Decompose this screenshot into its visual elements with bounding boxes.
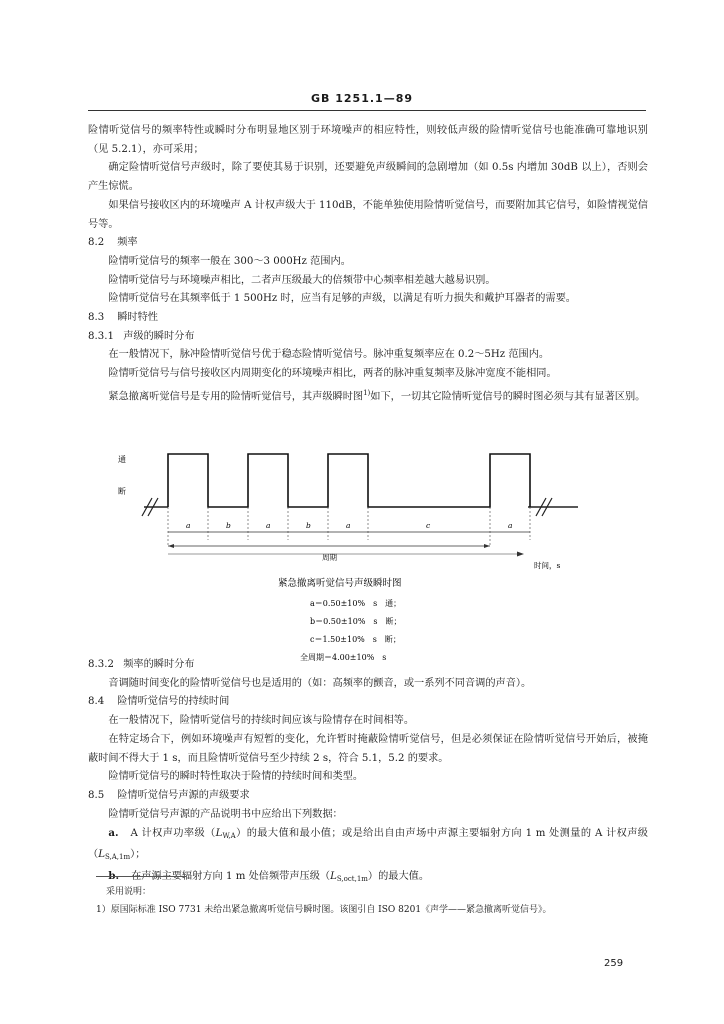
page-header: GB 1251.1—89 xyxy=(311,92,413,105)
segment-label: b xyxy=(306,521,311,530)
item-label: a. xyxy=(108,827,119,840)
segment-label: a xyxy=(186,521,191,530)
paragraph: 险情听觉信号声源的产品说明书中应给出下列数据： xyxy=(108,808,343,820)
list-item-b xyxy=(88,867,648,889)
text-run: A 计权声功率级（ xyxy=(130,828,216,840)
section-heading-8-3-1 xyxy=(88,328,648,347)
off-label: 断 xyxy=(118,487,126,496)
section-heading-8-2 xyxy=(88,234,648,253)
item-label: b. xyxy=(108,869,120,882)
segment-label: a xyxy=(346,521,351,530)
section-title: 险情听觉信号的持续时间 xyxy=(117,696,230,708)
on-label: 通 xyxy=(118,455,126,464)
section-heading-8-5 xyxy=(88,787,648,806)
segment-label: b xyxy=(226,521,231,530)
section-heading-8-3-2 xyxy=(88,656,648,675)
paragraph: 险情听觉信号在其频率低于 1 500Hz 时，应当有足够的声级，以满足有听力损失和戴护耳器者的需要。 xyxy=(108,293,576,305)
list-item-a xyxy=(88,824,648,866)
paragraph: 确定险情听觉信号声级时，除了要使其易于识别，还要避免声级瞬间的急剧增加（如 0.5s 内增加 30dB 以上），否则会产生惊慌。 xyxy=(88,162,648,193)
segment-label: a xyxy=(508,521,513,530)
symbol: L xyxy=(215,828,223,840)
paragraph: 在一般情况下，脉冲险情听觉信号优于稳态险情听觉信号。脉冲重复频率应在 0.2～5Hz 范围内。 xyxy=(108,349,550,361)
section-title: 瞬时特性 xyxy=(117,312,158,324)
period-label: 周期 xyxy=(322,553,337,562)
section-title: 频率的瞬时分布 xyxy=(123,659,195,670)
paragraph xyxy=(88,384,648,407)
time-axis-arrow xyxy=(517,552,524,557)
legend-line: a＝0.50±10% s 通； xyxy=(310,599,402,608)
time-label: 时间，s xyxy=(534,561,561,570)
document-body xyxy=(88,122,648,407)
paragraph: 险情听觉信号的频率一般在 300～3 000Hz 范围内。 xyxy=(108,255,351,267)
paragraph: 险情听觉信号的频率特性或瞬时分布明显地区别于环境噪声的相应特性，则较低声级的险情听觉信号也能准确可靠地识别（见 5.2.1），亦可采用； xyxy=(88,125,648,155)
footnote-rule xyxy=(96,876,186,877)
paragraph: 在特定场合下，例如环境噪声有短暂的变化，允许暂时掩蔽险情听觉信号，但是必须保证在险情听觉信号开始后，被掩蔽时间不得大于 1 s，而且险情听觉信号至少持续 2 s，符合 5.1，5.2 的要求。 xyxy=(88,733,648,764)
text-run: 如下，一切其它险情听觉信号的瞬时图必须与其有显著区别。 xyxy=(370,391,646,403)
paragraph: 如果信号接收区内的环境噪声 A 计权声级大于 110dB，不能单独使用险情听觉信号，而要附加其它信号，如险情视觉信号等。 xyxy=(88,199,648,230)
legend-line: c＝1.50±10% s 断； xyxy=(310,635,401,644)
waveform-svg xyxy=(88,446,648,676)
waveform-diagram xyxy=(88,446,648,676)
footnote-label: 采用说明： xyxy=(106,887,152,897)
paragraph: 险情听觉信号与信号接收区内周期变化的环境噪声相比，两者的脉冲重复频率及脉冲宽度不能相同。 xyxy=(108,368,557,380)
section-title: 频率 xyxy=(117,237,138,249)
paragraph: 在一般情况下，险情听觉信号的持续时间应该与险情存在时间相等。 xyxy=(108,715,415,727)
symbol: L xyxy=(98,849,105,861)
segment-label: a xyxy=(266,521,271,530)
legend-line: b＝0.50±10% s 断； xyxy=(310,617,402,626)
arrow-left xyxy=(168,544,174,548)
signal-waveform xyxy=(168,454,530,507)
arrow-right xyxy=(484,544,490,548)
subscript: S,oct,1m xyxy=(336,874,368,883)
footnote-text: 1）原国际标准 ISO 7731 未给出紧急撤离听觉信号瞬时图。该图引自 ISO 8201《声学——紧急撤离听觉信号》。 xyxy=(96,905,552,915)
subscript: S,A,1m xyxy=(104,853,131,862)
paragraph: 音调随时间变化的险情听觉信号也是适用的（如：高频率的颤音，或一系列不同音调的声音）。 xyxy=(108,677,532,689)
section-number: 8.3.1 xyxy=(88,330,114,342)
document-body-lower xyxy=(88,656,648,888)
paragraph: 险情听觉信号与环境噪声相比，二者声压级最大的倍频带中心频率相差越大越易识别。 xyxy=(108,274,496,286)
symbol: L xyxy=(330,870,337,882)
header-rule xyxy=(88,110,646,111)
text-run: ）的最大值和最小值；或是给出自由声场中声源主要辐射方向 1 m 处测量的 A 计权声级（ xyxy=(88,828,648,861)
section-number: 8.5 xyxy=(88,789,105,801)
figure-caption: 紧急撤离听觉信号声级瞬时图 xyxy=(278,578,402,589)
section-number: 8.3.2 xyxy=(88,659,114,670)
legend-line: 全周期＝4.00±10% s xyxy=(300,653,387,662)
section-heading-8-3 xyxy=(88,309,648,328)
paragraph: 险情听觉信号的瞬时特性取决于险情的持续时间和类型。 xyxy=(108,771,364,783)
text-run: 在声源主要辐射方向 1 m 处倍频带声压级（ xyxy=(131,870,331,882)
text-run: 紧急撤离听觉信号是专用的险情听觉信号，其声级瞬时图 xyxy=(108,391,364,403)
page-number: 259 xyxy=(604,958,624,969)
section-number: 8.2 xyxy=(88,237,105,249)
segment-label: c xyxy=(426,521,431,530)
section-number: 8.4 xyxy=(88,696,105,708)
text-run: ）； xyxy=(130,849,146,861)
subscript: W,A xyxy=(222,832,236,841)
section-title: 声级的瞬时分布 xyxy=(123,330,195,342)
text-run: ）的最大值。 xyxy=(367,870,430,882)
section-title: 险情听觉信号声源的声级要求 xyxy=(117,789,250,801)
section-heading-8-4 xyxy=(88,693,648,712)
section-number: 8.3 xyxy=(88,312,105,324)
footnote-ref: 1) xyxy=(363,388,371,397)
